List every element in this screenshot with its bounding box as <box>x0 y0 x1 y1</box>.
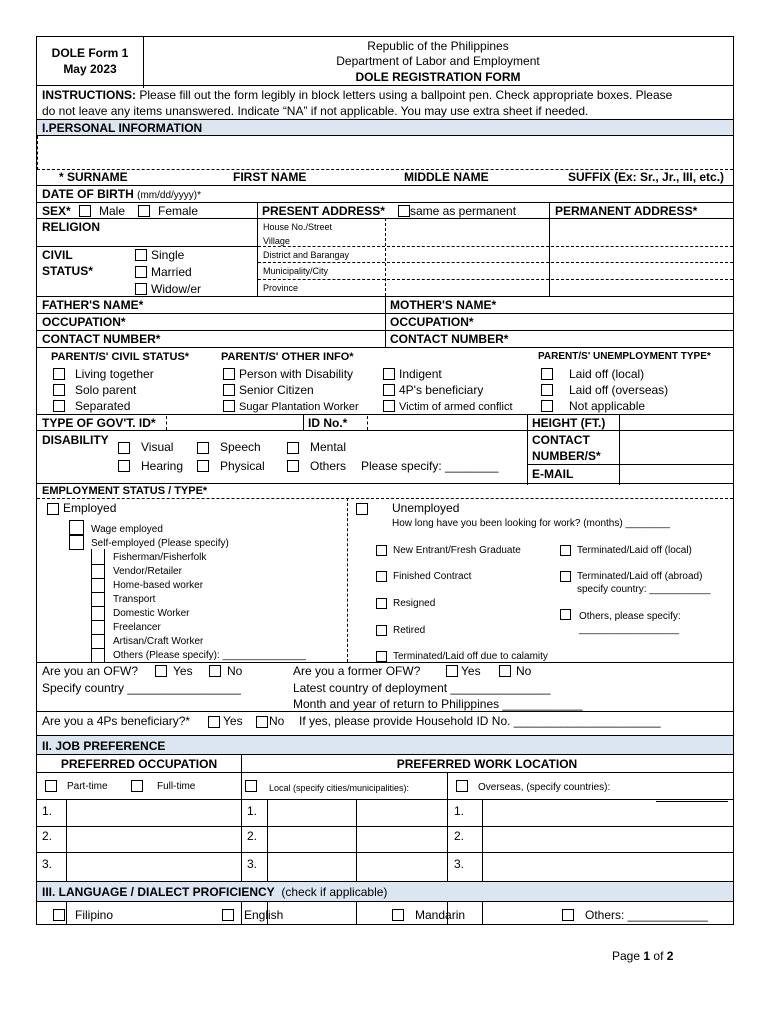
hearing-label: Hearing <box>141 459 184 473</box>
return-date[interactable]: Month and year of return to Philippines ____________ <box>293 697 583 711</box>
surname-label: * SURNAME <box>59 170 128 184</box>
department-label: Department of Labor and Employment <box>336 54 540 68</box>
civil-single-checkbox[interactable] <box>135 249 147 261</box>
fourps-no-label: No <box>269 714 285 728</box>
republic-label: Republic of the Philippines <box>367 39 509 53</box>
pwd-label: Person with Disability <box>239 367 354 381</box>
form-number: DOLE Form 1 <box>51 46 129 60</box>
former-ofw-yes-checkbox[interactable] <box>446 665 458 677</box>
overseas-row-1[interactable]: 1. <box>454 804 465 818</box>
fourps-yes-label: Yes <box>223 714 243 728</box>
indigent-label: Indigent <box>399 367 442 381</box>
self-type-others[interactable]: Others (Please specify): _______________ <box>113 650 306 661</box>
unemployed-others-specify[interactable]: __________________ <box>579 624 680 635</box>
father-occupation-label: OCCUPATION* <box>42 315 126 329</box>
parent-civil-status-title: PARENT/S' CIVIL STATUS* <box>51 351 190 363</box>
armed-conflict-checkbox[interactable] <box>383 400 395 412</box>
section-language: III. LANGUAGE / DIALECT PROFICIENCY (check if applicable) <box>37 881 733 902</box>
retired-checkbox[interactable] <box>376 625 387 636</box>
former-ofw-no-label: No <box>516 664 532 678</box>
same-as-permanent-label: same as permanent <box>410 204 517 218</box>
employment-title: EMPLOYMENT STATUS / TYPE* <box>42 485 208 497</box>
civil-married-checkbox[interactable] <box>135 266 147 278</box>
self-employed-label: Self-employed (Please specify) <box>91 538 229 549</box>
ofw-no-label: No <box>227 664 243 678</box>
self-type-home-based[interactable]: Home-based worker <box>113 580 204 591</box>
laid-off-overseas-label: Laid off (overseas) <box>569 383 669 397</box>
visual-checkbox[interactable] <box>118 442 130 454</box>
fourps-question: Are you a 4Ps beneficiary?* <box>42 714 191 728</box>
living-together-checkbox[interactable] <box>53 368 65 380</box>
filipino-checkbox[interactable] <box>53 909 65 921</box>
self-type-artisan[interactable]: Artisan/Craft Worker <box>113 636 204 647</box>
addr-province-label: Province <box>263 283 299 293</box>
resigned-checkbox[interactable] <box>376 598 387 609</box>
filipino-label: Filipino <box>75 908 114 922</box>
local-row-3[interactable]: 3. <box>247 857 258 871</box>
occupation-row-3[interactable]: 3. <box>42 857 53 871</box>
retired-label: Retired <box>393 625 426 636</box>
religion-label: RELIGION <box>42 220 101 234</box>
female-label: Female <box>158 204 199 218</box>
email-label: E-MAIL <box>532 467 574 481</box>
sugar-worker-checkbox[interactable] <box>223 400 235 412</box>
former-ofw-question: Are you a former OFW? <box>293 664 421 678</box>
form-date: May 2023 <box>63 62 117 76</box>
senior-label: Senior Citizen <box>239 383 314 397</box>
indigent-checkbox[interactable] <box>383 368 395 380</box>
pwd-checkbox[interactable] <box>223 368 235 380</box>
employed-label: Employed <box>63 501 117 515</box>
wage-employed-label: Wage employed <box>91 524 163 535</box>
mother-occupation-label: OCCUPATION* <box>390 315 474 329</box>
wage-employed-checkbox[interactable] <box>69 520 84 535</box>
occupation-row-1[interactable]: 1. <box>42 804 53 818</box>
fourps-parent-label: 4P's beneficiary <box>399 383 484 397</box>
parent-other-info-title: PARENT/S' OTHER INFO* <box>221 351 354 363</box>
civil-status-label: CIVIL <box>42 248 73 262</box>
first-name-label: FIRST NAME <box>233 170 307 184</box>
physical-label: Physical <box>220 459 265 473</box>
local-row-1[interactable]: 1. <box>247 804 258 818</box>
laid-off-overseas-checkbox[interactable] <box>541 384 553 396</box>
overseas-row-3[interactable]: 3. <box>454 857 465 871</box>
suffix-label: SUFFIX (Ex: Sr., Jr., III, etc.) <box>568 170 725 184</box>
female-checkbox[interactable] <box>138 205 150 217</box>
not-applicable-checkbox[interactable] <box>541 400 553 412</box>
permanent-address-label: PERMANENT ADDRESS* <box>555 204 698 218</box>
finished-contract-label: Finished Contract <box>393 571 472 582</box>
addr-village-label: Village <box>263 236 290 246</box>
mandarin-checkbox[interactable] <box>392 909 404 921</box>
civil-widow-checkbox[interactable] <box>135 283 147 295</box>
overseas-label: Overseas, (specify countries): <box>478 782 611 793</box>
id-no-label: ID No.* <box>308 416 348 430</box>
terminated-local-checkbox[interactable] <box>560 545 571 556</box>
preferred-location-label: PREFERRED WORK LOCATION <box>396 757 578 771</box>
male-label: Male <box>99 204 126 218</box>
calamity-checkbox[interactable] <box>376 651 387 662</box>
contact-numbers-label-2: NUMBER/S* <box>532 449 601 463</box>
form-title: DOLE REGISTRATION FORM <box>355 70 521 84</box>
local-checkbox[interactable] <box>245 780 257 792</box>
self-type-freelancer[interactable]: Freelancer <box>113 622 161 633</box>
ofw-yes-label: Yes <box>173 664 193 678</box>
ofw-no-checkbox[interactable] <box>209 665 221 677</box>
armed-conflict-label: Victim of armed conflict <box>399 401 513 413</box>
disability-specify[interactable]: Please specify: ________ <box>361 459 499 473</box>
unemployed-others-checkbox[interactable] <box>560 609 571 620</box>
hearing-checkbox[interactable] <box>118 460 130 472</box>
laid-off-local-label: Laid off (local) <box>569 367 645 381</box>
male-checkbox[interactable] <box>79 205 91 217</box>
registration-form <box>36 36 734 925</box>
unemployed-label: Unemployed <box>392 501 460 515</box>
full-time-checkbox[interactable] <box>131 780 143 792</box>
english-checkbox[interactable] <box>222 909 234 921</box>
ofw-question: Are you an OFW? <box>42 664 139 678</box>
father-contact-label: CONTACT NUMBER* <box>42 332 161 346</box>
addr-district-label: District and Barangay <box>263 250 350 260</box>
overseas-checkbox[interactable] <box>456 780 468 792</box>
living-together-label: Living together <box>75 367 154 381</box>
gov-id-label: TYPE OF GOV'T. ID* <box>42 416 156 430</box>
self-type-fisherman[interactable]: Fisherman/Fisherfolk <box>113 552 207 563</box>
unemployed-others-label: Others, please specify: <box>579 611 681 622</box>
senior-checkbox[interactable] <box>223 384 235 396</box>
part-time-checkbox[interactable] <box>45 780 57 792</box>
fourps-yes-checkbox[interactable] <box>208 716 220 728</box>
parent-unemployment-title: PARENT/S' UNEMPLOYMENT TYPE* <box>538 351 711 362</box>
terminated-abroad-country[interactable]: specify country: ___________ <box>577 584 711 595</box>
others-disability-label: Others <box>310 459 347 473</box>
others-language-checkbox[interactable] <box>562 909 574 921</box>
household-id[interactable]: If yes, please provide Household ID No. ______________________ <box>299 714 661 728</box>
civil-married-label: Married <box>151 265 192 279</box>
addr-municipality-label: Municipality/City <box>263 266 329 276</box>
mother-contact-label: CONTACT NUMBER* <box>390 332 509 346</box>
how-long-looking[interactable]: How long have you been looking for work? (months) ________ <box>392 518 670 529</box>
new-entrant-label: New Entrant/Fresh Graduate <box>393 545 521 556</box>
dob-label: DATE OF BIRTH (mm/dd/yyyy)* <box>42 187 202 201</box>
former-ofw-yes-label: Yes <box>461 664 481 678</box>
mental-checkbox[interactable] <box>287 442 299 454</box>
former-ofw-no-checkbox[interactable] <box>499 665 511 677</box>
height-label: HEIGHT (FT.) <box>532 416 606 430</box>
terminated-abroad-checkbox[interactable] <box>560 571 571 582</box>
physical-checkbox[interactable] <box>197 460 209 472</box>
solo-parent-label: Solo parent <box>75 383 137 397</box>
full-time-label: Full-time <box>157 781 196 792</box>
speech-checkbox[interactable] <box>197 442 209 454</box>
father-name-label: FATHER'S NAME* <box>42 298 144 312</box>
new-entrant-checkbox[interactable] <box>376 545 387 556</box>
speech-label: Speech <box>220 440 261 454</box>
mental-label: Mental <box>310 440 347 454</box>
calamity-label: Terminated/Laid off due to calamity <box>393 651 548 662</box>
self-type-vendor[interactable]: Vendor/Retailer <box>113 566 182 577</box>
solo-parent-checkbox[interactable] <box>53 384 65 396</box>
page-indicator: Page 1 of 2 <box>612 949 674 963</box>
terminated-abroad-label: Terminated/Laid off (abroad) <box>577 571 703 582</box>
preferred-occupation-label: PREFERRED OCCUPATION <box>60 757 218 771</box>
english-label: English <box>244 908 284 922</box>
contact-numbers-label: CONTACT <box>532 433 590 447</box>
same-as-permanent-checkbox[interactable] <box>398 205 410 217</box>
not-applicable-label: Not applicable <box>569 399 646 413</box>
middle-name-label: MIDDLE NAME <box>404 170 489 184</box>
fourps-parent-checkbox[interactable] <box>383 384 395 396</box>
others-disability-checkbox[interactable] <box>287 460 299 472</box>
laid-off-local-checkbox[interactable] <box>541 368 553 380</box>
mandarin-label: Mandarin <box>415 908 466 922</box>
mother-name-label: MOTHER'S NAME* <box>390 298 497 312</box>
overseas-row-2[interactable]: 2. <box>454 829 465 843</box>
sugar-worker-label: Sugar Plantation Worker <box>239 401 359 413</box>
latest-country[interactable]: Latest country of deployment _______________ <box>293 681 551 695</box>
fourps-no-checkbox[interactable] <box>256 716 268 728</box>
instructions-line-2: do not leave any items unanswered. Indicate “NA” if not applicable. You may use extra sheet if needed. <box>42 104 589 118</box>
section-personal-info: I.PERSONAL INFORMATION <box>37 119 733 136</box>
unemployed-checkbox[interactable] <box>356 503 368 515</box>
self-type-transport[interactable]: Transport <box>113 594 156 605</box>
name-input-area[interactable] <box>41 140 729 166</box>
section-job-preference: II. JOB PREFERENCE <box>37 735 733 755</box>
civil-status-label-2: STATUS* <box>42 264 93 278</box>
local-row-2[interactable]: 2. <box>247 829 258 843</box>
separated-checkbox[interactable] <box>53 400 65 412</box>
occupation-row-2[interactable]: 2. <box>42 829 53 843</box>
present-address-label: PRESENT ADDRESS* <box>262 204 385 218</box>
ofw-yes-checkbox[interactable] <box>155 665 167 677</box>
separated-label: Separated <box>75 399 131 413</box>
civil-widow-label: Widow/er <box>151 282 202 296</box>
employed-checkbox[interactable] <box>47 503 59 515</box>
finished-contract-checkbox[interactable] <box>376 571 387 582</box>
local-label: Local (specify cities/municipalities): <box>269 783 410 793</box>
resigned-label: Resigned <box>393 598 436 609</box>
self-type-domestic[interactable]: Domestic Worker <box>113 608 190 619</box>
others-language-label[interactable]: Others: ____________ <box>585 908 708 922</box>
part-time-label: Part-time <box>67 781 108 792</box>
addr-house-label: House No./Street <box>263 222 333 232</box>
terminated-local-label: Terminated/Laid off (local) <box>577 545 692 556</box>
specify-country[interactable]: Specify country _________________ <box>42 681 241 695</box>
disability-label: DISABILITY <box>42 433 109 447</box>
self-employed-checkbox[interactable] <box>69 535 84 550</box>
visual-label: Visual <box>141 440 174 454</box>
sex-label: SEX* <box>42 204 71 218</box>
civil-single-label: Single <box>151 248 185 262</box>
instructions-line-1: INSTRUCTIONS: Please fill out the form legibly in block letters using a ballpoint pen. Check appropriate boxes. Please <box>42 88 673 102</box>
